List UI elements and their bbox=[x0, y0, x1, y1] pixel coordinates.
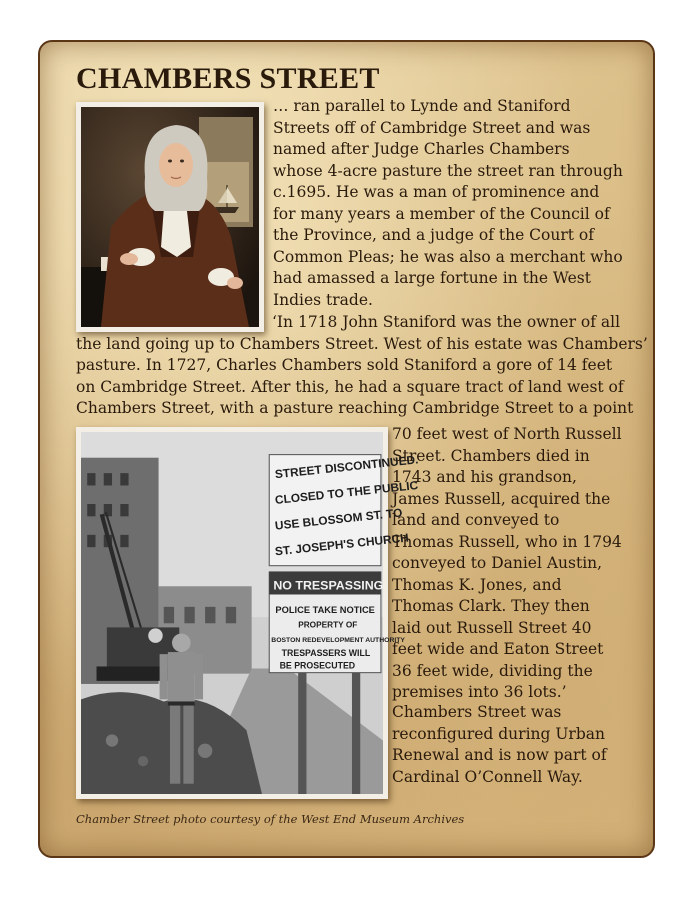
sign-notice-1: POLICE TAKE NOTICE bbox=[275, 605, 375, 615]
paragraph-history bbox=[76, 312, 648, 420]
sign-line-2: CLOSED TO THE PUBLIC bbox=[274, 478, 419, 507]
sign-notice-2: PROPERTY OF bbox=[298, 620, 358, 630]
sign-notice-3: BOSTON REDEVELOPMENT AUTHORITY bbox=[271, 636, 405, 644]
parchment-panel bbox=[38, 40, 655, 858]
page-title: CHAMBERS STREET bbox=[76, 62, 380, 95]
sign-no-trespassing: NO TRESPASSING bbox=[273, 578, 384, 593]
paragraph-intro: … ran parallel to Lynde and Staniford Streets off of Cambridge Street and was named after Judge Charles Chambers whose 4-acre pasture the street ran through c.1695. He was a man of prominence and for many years a member of the Council of the Province, and a judge of the Court of Common Pleas; he was also a merchant who had amassed a large fortune in the West Indies trade. bbox=[273, 97, 623, 309]
history-line-2: the land going up to Chambers Street. West of his estate was Chambers’ bbox=[76, 334, 648, 353]
sign-line-3: USE BLOSSOM ST. TO bbox=[274, 505, 404, 533]
sign-line-4: ST. JOSEPH'S CHURCH bbox=[274, 530, 410, 559]
sign-notice-4: TRESPASSERS WILL bbox=[281, 648, 371, 659]
history-line-1: ‘In 1718 John Staniford was the owner of all bbox=[272, 313, 621, 331]
paragraph-history-continued: 70 feet west of North Russell Street. Chambers died in 1743 and his grandson, James Russell, acquired the land and conveyed to Thomas Russell, who in 1794 conveyed to Daniel Austin, Thomas K. Jones, and Thomas Clark. They then laid out Russell Street 40 feet wide and Eaton Street 36 feet wide, dividing the premises into 36 lots.’ bbox=[392, 425, 622, 701]
chambers-street-photo bbox=[76, 427, 420, 799]
sign-line-1: STREET DISCONTINUED. bbox=[274, 452, 420, 482]
history-line-5: Chambers Street, with a pasture reaching Cambridge Street to a point bbox=[76, 399, 634, 417]
charles-chambers-portrait bbox=[76, 102, 264, 332]
photo-credit: Chamber Street photo courtesy of the West End Museum Archives bbox=[76, 812, 465, 826]
sign-notice-5: BE PROSECUTED bbox=[279, 660, 356, 671]
history-line-3: pasture. In 1727, Charles Chambers sold Staniford a gore of 14 feet bbox=[76, 356, 613, 374]
history-line-4: on Cambridge Street. After this, he had a square tract of land west of bbox=[76, 377, 624, 396]
paragraph-urban-renewal: Chambers Street was reconfigured during Urban Renewal and is now part of Cardinal O’Connell Way. bbox=[392, 703, 607, 786]
